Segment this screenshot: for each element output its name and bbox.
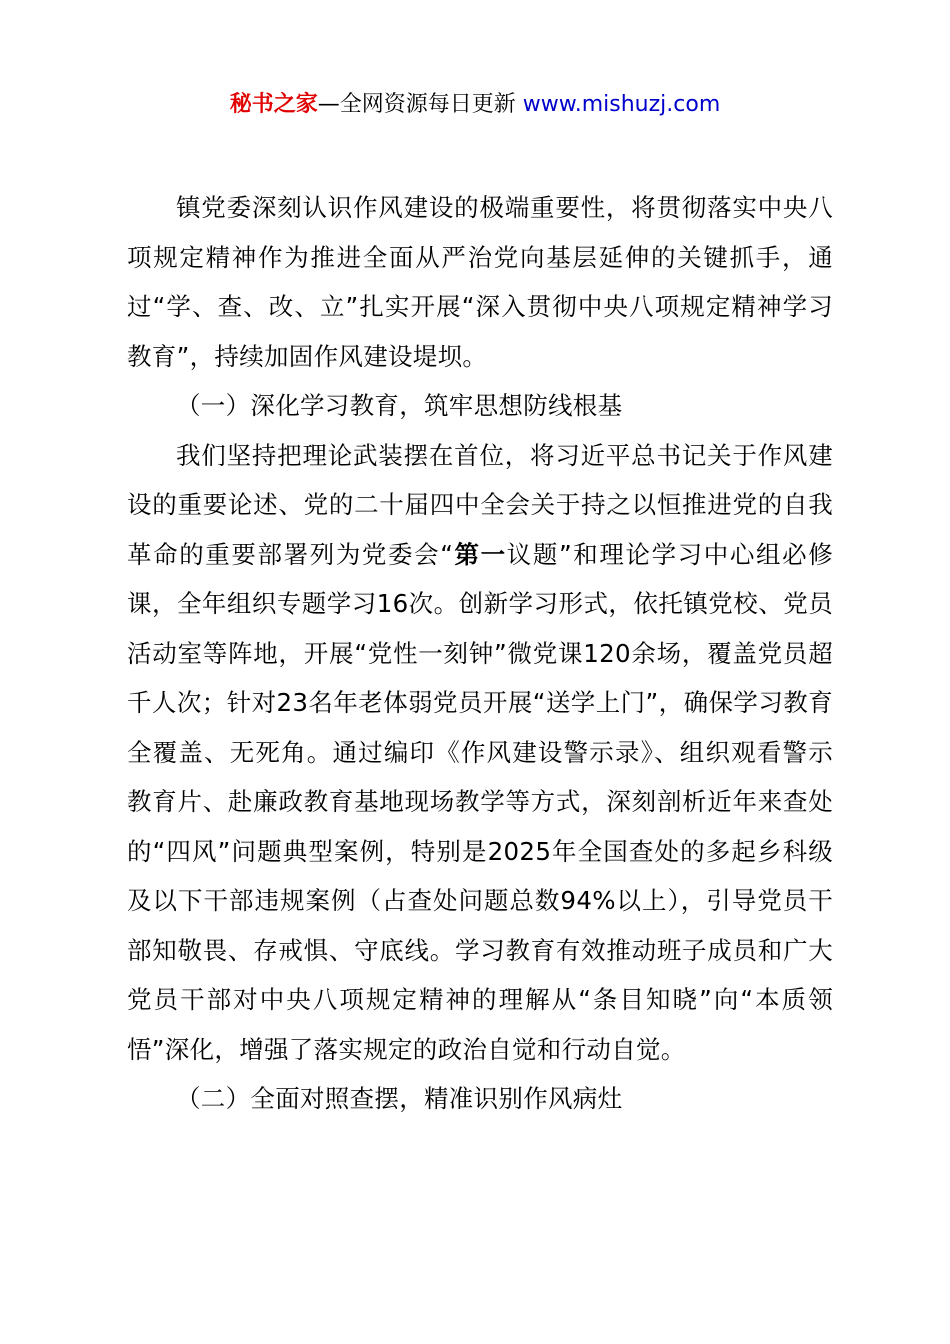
page-header <box>0 88 950 122</box>
section-heading-1: （一）深化学习教育，筑牢思想防线根基 <box>176 391 623 420</box>
section-heading-2: （二）全面对照查摆，精准识别作风病灶 <box>176 1084 623 1113</box>
document-body <box>127 183 833 1124</box>
header-tagline: —全网资源每日更新 <box>317 92 523 117</box>
section-1-text-after: 议题”和理论学习中心组必修课，全年组织专题学习16次。创新学习形式，依托镇党校、党员活动室等阵地，开展“党性一刻钟”微党课120余场，覆盖党员超千人次；针对23名年老体弱党员开展“送学上门”，确保学习教育全覆盖、无死角。通过编印《作风建设警示录》、组织观看警示教育片、赴廉政教育基地现场教学等方式，深刻剖析近年来查处的“四风”问题典型案例，特别是2025年全国查处的多起乡科级及以下干部违规案例（占查处问题总数94%以上），引导党员干部知敬畏、存戒惧、守底线。学习教育有效推动班子成员和广大党员干部对中央八项规定精神的理解从“条目知晓”向“本质领悟”深化，增强了落实规定的政治自觉和行动自觉。 <box>127 539 834 1064</box>
section-1-bold-text: 第一 <box>453 539 507 569</box>
intro-paragraph: 镇党委深刻认识作风建设的极端重要性，将贯彻落实中央八项规定精神作为推进全面从严治党向基层延伸的关键抓手，通过“学、查、改、立”扎实开展“深入贯彻中央八项规定精神学习教育”，持续加固作风建设堤坝。 <box>127 193 833 371</box>
section-1-text-before: 我们坚持把理论武装摆在首位，将习近平总书记关于作风建设的重要论述、党的二十届四中全会关于持之以恒推进党的自我革命的重要部署列为党委会“ <box>127 440 833 569</box>
header-site-link[interactable]: www.mishuzj.com <box>522 92 721 117</box>
header-brand: 秘书之家 <box>229 92 318 117</box>
section-1-paragraph <box>127 431 833 1075</box>
